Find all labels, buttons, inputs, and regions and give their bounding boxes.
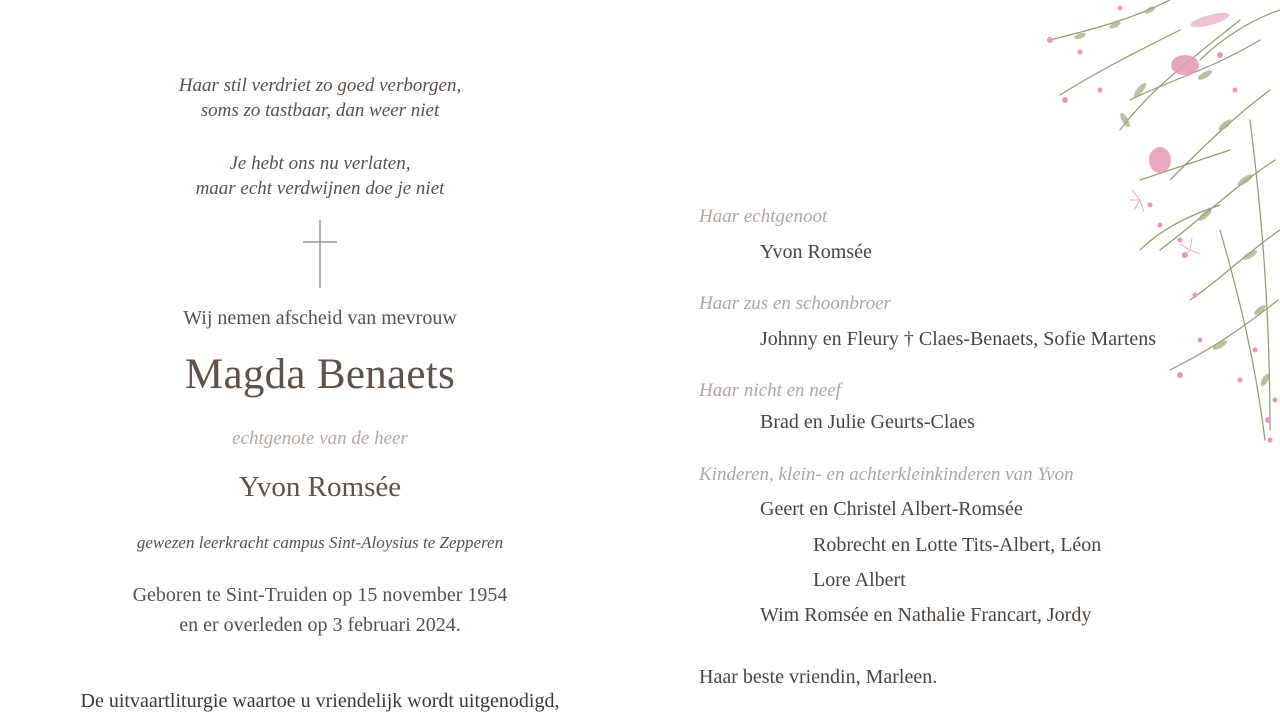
poem-stanza-1 xyxy=(0,73,640,123)
children-line: Robrecht en Lotte Tits-Albert, Léon xyxy=(813,534,1102,556)
occupation-text: gewezen leerkracht campus Sint-Aloysius te Zepperen xyxy=(136,533,504,552)
friend-line: Haar beste vriendin, Marleen. xyxy=(699,666,938,688)
husband-heading: Haar echtgenoot xyxy=(699,206,828,227)
birth-text: Geboren te Sint-Truiden op 15 november 1954 xyxy=(132,584,508,606)
death-text: en er overleden op 3 februari 2024. xyxy=(179,614,461,636)
floral-decoration xyxy=(1020,0,1280,450)
children-line: Lore Albert xyxy=(813,569,906,591)
intro-text: Wij nemen afscheid van mevrouw xyxy=(183,307,457,329)
husband-name: Yvon Romsée xyxy=(760,241,872,263)
sister-names: Johnny en Fleury † Claes-Benaets, Sofie Martens xyxy=(760,328,1157,350)
poem-line: Haar stil verdriet zo goed verborgen, xyxy=(178,75,462,96)
cross-icon xyxy=(303,220,337,288)
poem-line: soms zo tastbaar, dan weer niet xyxy=(200,100,440,121)
children-line: Wim Romsée en Nathalie Francart, Jordy xyxy=(760,604,1092,626)
life-dates xyxy=(0,580,640,640)
niece-heading: Haar nicht en neef xyxy=(699,380,841,401)
poem-line: maar echt verdwijnen doe je niet xyxy=(195,178,445,199)
poem-line: Je hebt ons nu verlaten, xyxy=(229,153,411,174)
relation-text: echtgenote van de heer xyxy=(232,428,408,449)
sister-heading: Haar zus en schoonbroer xyxy=(699,293,891,314)
spouse-name: Yvon Romsée xyxy=(238,471,402,503)
deceased-name: Magda Benaets xyxy=(184,351,456,398)
poem-stanza-2 xyxy=(0,151,640,201)
liturgy-invitation: De uitvaartliturgie waartoe u vriendelijk wordt uitgenodigd, xyxy=(80,690,560,712)
niece-names: Brad en Julie Geurts-Claes xyxy=(760,411,975,433)
children-line: Geert en Christel Albert-Romsée xyxy=(760,498,1023,520)
children-heading: Kinderen, klein- en achterkleinkinderen van Yvon xyxy=(699,464,1074,485)
